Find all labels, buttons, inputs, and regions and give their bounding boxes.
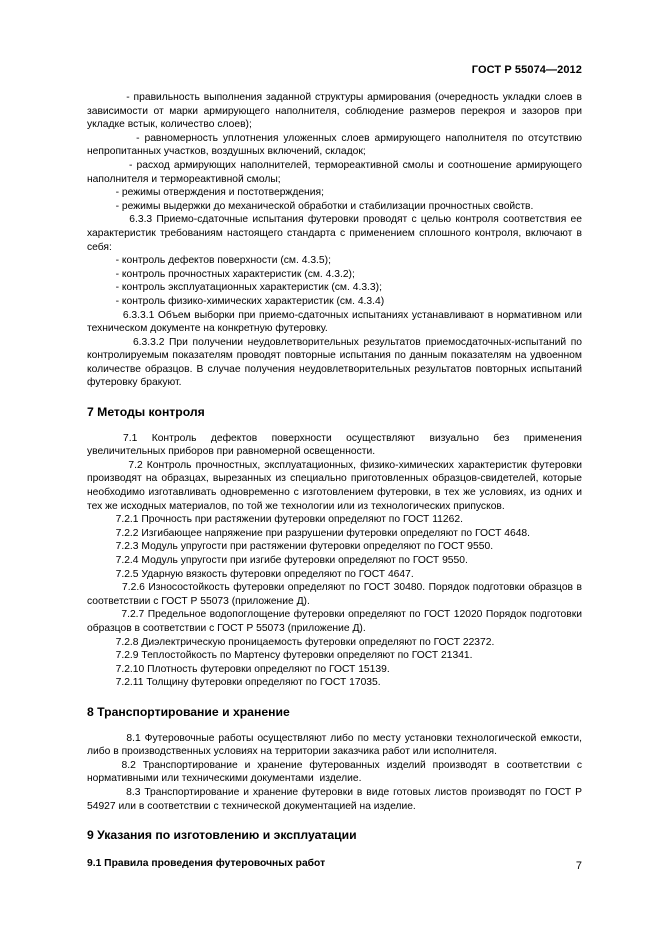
section-8-heading: 8 Транспортирование и хранение: [87, 704, 290, 719]
paragraph: 8.3 Транспортирование и хранение футеровки в виде готовых листов производят по ГОСТ Р 54927 или в соответствии с технической документацией на изделие.: [87, 786, 585, 812]
paragraph: 7.2.9 Теплостойкость по Мартенсу футеровки определяют по ГОСТ 21341.: [87, 650, 473, 662]
paragraph: 7.2.10 Плотность футеровки определяют по ГОСТ 15139.: [87, 663, 390, 675]
paragraph: 7.2.8 Диэлектрическую проницаемость футеровки определяют по ГОСТ 22372.: [87, 636, 495, 648]
list-item: - контроль дефектов поверхности (см. 4.3.5);: [87, 255, 331, 267]
section-7-heading: 7 Методы контроля: [87, 405, 205, 420]
list-item: - расход армирующих наполнителей, термореактивной смолы и соотношение армирующего наполнителя и термореактивной смолы;: [87, 159, 585, 185]
list-item: - равномерность уплотнения уложенных слоев армирующего наполнителя по отсутствию непропитанных участков, воздушных включений, складок;: [87, 132, 585, 158]
list-item: - режимы отверждения и постотверждения;: [87, 187, 324, 199]
paragraph: 7.2.4 Модуль упругости при изгибе футеровки определяют по ГОСТ 9550.: [87, 555, 468, 566]
paragraph: 7.2.6 Износостойкость футеровки определяют по ГОСТ 30480. Порядок подготовки образцов в соответствии с ГОСТ Р 55073 (приложение Д).: [87, 582, 585, 607]
document-header: ГОСТ Р 55074—2012: [471, 64, 582, 76]
page-body: [87, 91, 585, 870]
paragraph: 7.2.1 Прочность при растяжении футеровки определяют по ГОСТ 11262.: [87, 514, 463, 526]
section-9-heading: 9 Указания по изготовлению и эксплуатации: [87, 828, 357, 843]
list-item: - контроль эксплуатационных характеристик (см. 4.3.3);: [87, 282, 382, 294]
paragraph: 8.2 Транспортирование и хранение футерованных изделий производят в соответствии с нормативными или техническими документами изделие.: [87, 759, 585, 785]
paragraph: 6.3.3.1 Объем выборки при приемо-сдаточных испытаниях устанавливают в нормативном или техническом документе на конкретную футеровку.: [87, 309, 585, 335]
paragraph: 7.2.5 Ударную вязкость футеровки определяют по ГОСТ 4647.: [87, 568, 414, 580]
paragraph: 7.2.3 Модуль упругости при растяжении футеровки определяют по ГОСТ 9550.: [87, 541, 494, 553]
paragraph: 6.3.3 Приемо-сдаточные испытания футеровки проводят с целью контроля соответствия ее характеристик требованиям настоящего стандарта с применением сплошного контроля, включают в себя:: [87, 214, 585, 253]
page-number: 7: [575, 860, 582, 872]
paragraph: 7.2.11 Толщину футеровки определяют по ГОСТ 17035.: [87, 677, 381, 689]
paragraph: 8.1 Футеровочные работы осуществляют либо по месту установки технологической емкости, либо в производственных условиях на территории заказчика работ или исполнителя.: [87, 732, 585, 758]
paragraph: 6.3.3.2 При получении неудовлетворительных результатов приемосдаточных-испытаний по контролируемым показателям проводят повторные испытания по данным показателям на удвоенном количестве образцов. В случае получения неудовлетворительных результатов повторных испытаний футеровку бракуют.: [87, 336, 585, 389]
paragraph: 7.2.7 Предельное водопоглощение футеровки определяют по ГОСТ 12020 Порядок подготовки образцов в соответствии с ГОСТ Р 55073 (приложение Д).: [87, 609, 585, 634]
list-item: - режимы выдержки до механической обработки и стабилизации прочностных свойств.: [87, 200, 534, 212]
paragraph: 7.2 Контроль прочностных, эксплуатационных, физико-химических характеристик футеровки производят на образцах, вырезанных из специально приготовленных образцов-свидетелей, которые необходимо изготавливать одновременно с изготовлением футеровки, в тех же условиях, из одних и тех же исходных материалов, по той же технологии или из технологических припусков.: [87, 459, 585, 512]
paragraph: 7.2.2 Изгибающее напряжение при разрушении футеровки определяют по ГОСТ 4648.: [87, 527, 531, 539]
list-item: - контроль физико-химических характеристик (см. 4.3.4): [87, 295, 385, 307]
paragraph: 7.1 Контроль дефектов поверхности осуществляют визуально без применения увеличительных приборов при равномерной освещенности.: [87, 432, 585, 458]
list-item: - правильность выполнения заданной структуры армирования (очередность укладки слоев в зависимости от марки армирующего наполнителя, соблюдение размеров перекроя и зазоров при укладке встык, количество слоев);: [87, 92, 585, 131]
list-item: - контроль прочностных характеристик (см. 4.3.2);: [87, 268, 355, 280]
subsection-9-1-heading: 9.1 Правила проведения футеровочных работ: [87, 857, 326, 869]
